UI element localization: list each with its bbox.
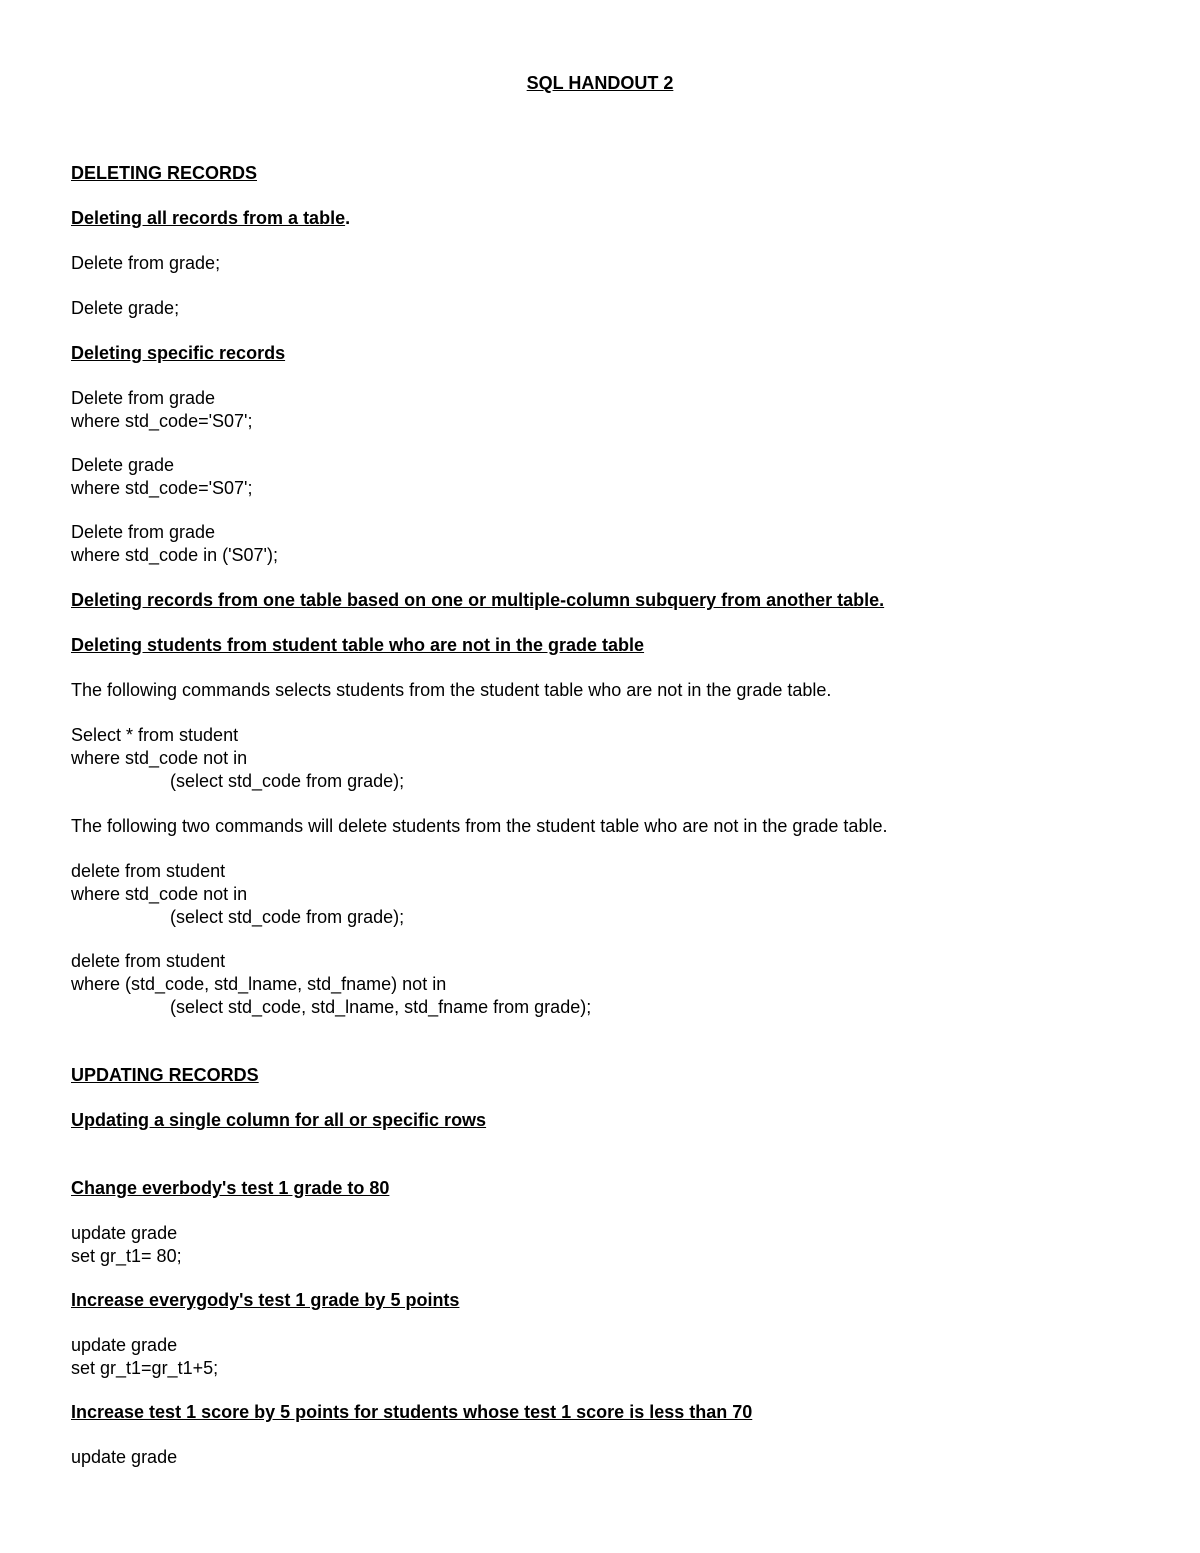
code-line: delete from student — [71, 861, 226, 881]
code-line: Delete grade; — [71, 298, 180, 318]
code-line: Select * from student — [71, 725, 239, 745]
single-column-heading: Updating a single column for all or specific rows — [71, 1110, 487, 1130]
code-line: set gr_t1=gr_t1+5; — [71, 1358, 219, 1378]
deleting-section-heading: DELETING RECORDS — [71, 163, 258, 183]
code-line: update grade — [71, 1447, 178, 1467]
code-line: Delete grade — [71, 455, 175, 475]
all-records-heading-period: . — [345, 208, 351, 228]
code-line: where std_code='S07'; — [71, 411, 253, 431]
code-line: set gr_t1= 80; — [71, 1246, 182, 1266]
specific-records-heading: Deleting specific records — [71, 343, 286, 363]
change-heading: Change everbody's test 1 grade to 80 — [71, 1178, 390, 1198]
conditional-heading: Increase test 1 score by 5 points for students whose test 1 score is less than 70 — [71, 1402, 753, 1422]
code-line-indented: (select std_code from grade); — [170, 771, 405, 791]
select-description: The following commands selects students from the student table who are not in the grade table. — [71, 680, 832, 700]
not-in-grade-heading: Deleting students from student table who are not in the grade table — [71, 635, 645, 655]
increase-heading: Increase everygody's test 1 grade by 5 points — [71, 1290, 460, 1310]
code-line: where (std_code, std_lname, std_fname) not in — [71, 974, 447, 994]
code-line: where std_code in ('S07'); — [71, 545, 278, 565]
code-line: update grade — [71, 1223, 178, 1243]
code-line: Delete from grade; — [71, 253, 221, 273]
subquery-heading: Deleting records from one table based on one or multiple-column subquery from another table. — [71, 590, 885, 610]
page-title: SQL HANDOUT 2 — [526, 73, 674, 93]
code-line: where std_code='S07'; — [71, 478, 253, 498]
updating-section-heading: UPDATING RECORDS — [71, 1065, 259, 1085]
delete-description: The following two commands will delete students from the student table who are not in the grade table. — [71, 816, 888, 836]
code-line-indented: (select std_code, std_lname, std_fname from grade); — [170, 997, 592, 1017]
code-line: Delete from grade — [71, 522, 216, 542]
all-records-heading: Deleting all records from a table — [71, 208, 346, 228]
code-line: delete from student — [71, 951, 226, 971]
code-line: update grade — [71, 1335, 178, 1355]
code-line: where std_code not in — [71, 884, 248, 904]
code-line: Delete from grade — [71, 388, 216, 408]
code-line-indented: (select std_code from grade); — [170, 907, 405, 927]
code-line: where std_code not in — [71, 748, 248, 768]
all-records-heading-row — [71, 207, 350, 229]
